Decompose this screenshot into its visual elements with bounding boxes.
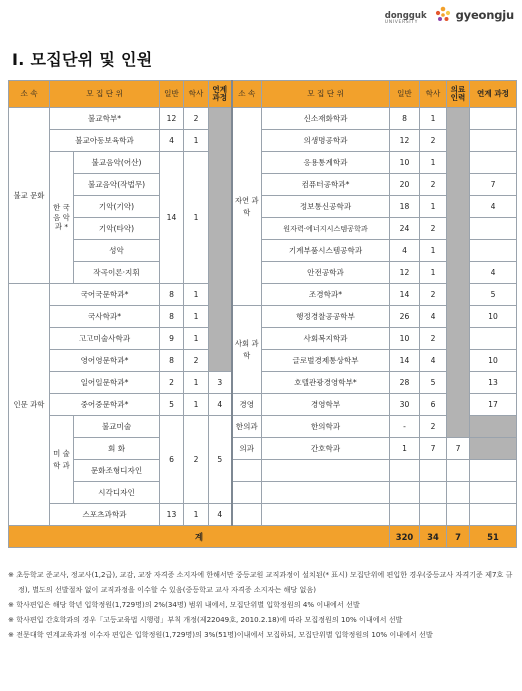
general-count: 4 [390, 240, 420, 262]
unit-name: 불교음악(작법무) [74, 174, 160, 196]
empty-cell [420, 460, 447, 482]
header-linked-right: 연계 과정 [470, 81, 517, 108]
table-row [9, 196, 517, 218]
empty-cell [262, 504, 390, 526]
unit-name: 경영학부 [262, 394, 390, 416]
general-count: 14 [390, 284, 420, 306]
header-linked: 연계 과정 [209, 81, 232, 108]
header-unit: 모 집 단 위 [50, 81, 160, 108]
general-count: 24 [390, 218, 420, 240]
general-count: 6 [160, 416, 184, 504]
general-count: 8 [160, 306, 184, 328]
bachelor-count: 6 [420, 394, 447, 416]
linked-count [470, 130, 517, 152]
linked-count [470, 240, 517, 262]
bachelor-count: 1 [184, 152, 209, 284]
empty-cell [447, 482, 470, 504]
logo-university: dongguk UNIVERSITY [384, 10, 427, 25]
unit-name: 불교아동보육학과 [50, 130, 160, 152]
general-count: 9 [160, 328, 184, 350]
footnote: ※ 초등학교 준교사, 정교사(1,2급), 교감, 교장 자격증 소지자에 한해서만 중등교원 교직과정이 설치된(* 표시) 모집단위에 편입한 경우(중등교사 자격기준 제7호 규정), 별도의 선발절차 없이 교직과정을 이수할 수 있음(중등학교 교사 자격증 소지자는 해당 없음) [8, 570, 513, 594]
general-count: 8 [160, 284, 184, 306]
total-bachelor: 34 [420, 526, 447, 548]
table-row [9, 350, 517, 372]
general-count: 1 [390, 438, 420, 460]
linked-count: 17 [470, 394, 517, 416]
empty-cell [390, 504, 420, 526]
table-header-row [9, 81, 517, 108]
table-row [9, 174, 517, 196]
header-field: 소 속 [9, 81, 50, 108]
linked-count [470, 328, 517, 350]
bachelor-count: 7 [420, 438, 447, 460]
general-count: 13 [160, 504, 184, 526]
general-count: 28 [390, 372, 420, 394]
bachelor-count: 1 [420, 240, 447, 262]
bachelor-count: 1 [420, 262, 447, 284]
total-linked: 51 [470, 526, 517, 548]
bachelor-count: 1 [184, 394, 209, 416]
empty-cell [390, 460, 420, 482]
unit-name: 글로벌경제통상학부 [262, 350, 390, 372]
unit-name: 호텔관광경영학부* [262, 372, 390, 394]
group-humanities: 인문 과학 [9, 284, 50, 526]
group-korean-medicine: 한의과 [232, 416, 262, 438]
table-row [9, 306, 517, 328]
header-general: 일반 [160, 81, 184, 108]
header-medical: 의료 인력 [447, 81, 470, 108]
group-social-science: 사회 과학 [232, 306, 262, 394]
general-count: 4 [160, 130, 184, 152]
table-row [9, 372, 517, 394]
linked-count [470, 108, 517, 130]
header-bachelor: 학사 [184, 81, 209, 108]
table-row [9, 152, 517, 174]
total-medical: 7 [447, 526, 470, 548]
linked-blocked-cell [209, 108, 232, 372]
linked-count: 4 [209, 504, 232, 526]
unit-name: 일어일문학과* [50, 372, 160, 394]
unit-name: 행정경찰공공학부 [262, 306, 390, 328]
linked-count: 3 [209, 372, 232, 394]
bachelor-count: 2 [420, 130, 447, 152]
table-row [9, 130, 517, 152]
bachelor-count: 1 [184, 372, 209, 394]
bachelor-count: 4 [420, 350, 447, 372]
empty-cell [470, 504, 517, 526]
unit-name: 스포츠과학과 [50, 504, 160, 526]
empty-cell [232, 460, 262, 482]
general-count: 8 [160, 350, 184, 372]
unit-name: 간호학과 [262, 438, 390, 460]
table-row [9, 262, 517, 284]
table-row [9, 218, 517, 240]
subgroup-fine-arts: 미 술 학 과 [50, 416, 74, 504]
bachelor-count: 2 [420, 218, 447, 240]
unit-name: 작곡이론·지휘 [74, 262, 160, 284]
unit-name: 컴퓨터공학과* [262, 174, 390, 196]
medical-blocked-cell [447, 108, 470, 438]
unit-name: 의생명공학과 [262, 130, 390, 152]
footnote: ※ 학사편입은 해당 학년 입학정원(1,729명)의 2%(34명) 범위 내에서, 모집단위별 입학정원의 4% 이내에서 선발 [8, 600, 360, 609]
header-general-right: 일반 [390, 81, 420, 108]
page-title: Ⅰ. 모집단위 및 인원 [12, 50, 153, 69]
unit-name: 고고미술사학과 [50, 328, 160, 350]
unit-name: 사회복지학과 [262, 328, 390, 350]
general-count: 5 [160, 394, 184, 416]
unit-name: 조경학과* [262, 284, 390, 306]
unit-name: 신소재화학과 [262, 108, 390, 130]
bachelor-count: 5 [420, 372, 447, 394]
unit-name: 회 화 [74, 438, 160, 460]
unit-name: 성악 [74, 240, 160, 262]
linked-count: 5 [470, 284, 517, 306]
bachelor-count: 1 [184, 328, 209, 350]
general-count: 26 [390, 306, 420, 328]
empty-cell [232, 482, 262, 504]
empty-cell [470, 460, 517, 482]
group-natural-science: 자연 과학 [232, 108, 262, 306]
footnote: ※ 학사편입 간호학과의 경우「고등교육법 시행령」부칙 개정(제22049호, 2010.2.18)에 따라 모집정원의 10% 이내에서 선발 [8, 615, 403, 624]
bachelor-count: 1 [184, 130, 209, 152]
footnotes [8, 567, 516, 642]
unit-name: 한의학과 [262, 416, 390, 438]
subgroup-korean-music: 한 국 음 악 과 * [50, 152, 74, 284]
lotus-emblem-icon [432, 4, 454, 26]
general-count: 18 [390, 196, 420, 218]
footnote: ※ 전문대학 연계교육과정 이수자 편입은 입학정원(1,729명)의 3%(51명)이내에서 모집하되, 모집단위별 입학정원의 10% 이내에서 선발 [8, 630, 433, 639]
linked-count [470, 218, 517, 240]
general-count: 14 [160, 152, 184, 284]
table-row [9, 240, 517, 262]
unit-name: 정보통신공학과 [262, 196, 390, 218]
unit-name: 안전공학과 [262, 262, 390, 284]
bachelor-count: 2 [184, 108, 209, 130]
linked-blocked-cell [470, 438, 517, 460]
linked-blocked-cell [470, 416, 517, 438]
empty-cell [447, 504, 470, 526]
unit-name: 국사학과* [50, 306, 160, 328]
empty-cell [447, 460, 470, 482]
unit-name: 문화조형디자인 [74, 460, 160, 482]
bachelor-count: 1 [420, 108, 447, 130]
recruitment-table [8, 80, 517, 548]
medical-count: 7 [447, 438, 470, 460]
general-count: 8 [390, 108, 420, 130]
unit-name: 영어영문학과* [50, 350, 160, 372]
general-count: 12 [160, 108, 184, 130]
empty-cell [420, 482, 447, 504]
general-count: 2 [160, 372, 184, 394]
table-row [9, 460, 517, 482]
total-label: 계 [9, 526, 390, 548]
total-general: 320 [390, 526, 420, 548]
general-count: 12 [390, 130, 420, 152]
header-unit-right: 모 집 단 위 [262, 81, 390, 108]
bachelor-count: 2 [184, 416, 209, 504]
table-row [9, 504, 517, 526]
linked-count: 4 [470, 262, 517, 284]
empty-cell [262, 482, 390, 504]
linked-count: 5 [209, 416, 232, 504]
unit-name: 원자력·에너지시스템공학과 [262, 218, 390, 240]
unit-name: 국어국문학과* [50, 284, 160, 306]
bachelor-count: 2 [420, 416, 447, 438]
table-row [9, 328, 517, 350]
linked-count: 4 [470, 196, 517, 218]
header-bachelor-right: 학사 [420, 81, 447, 108]
table-row [9, 108, 517, 130]
table-row [9, 482, 517, 504]
unit-name: 응용통계학과 [262, 152, 390, 174]
bachelor-count: 2 [420, 284, 447, 306]
bachelor-count: 1 [420, 152, 447, 174]
bachelor-count: 1 [420, 196, 447, 218]
unit-name: 불교미술 [74, 416, 160, 438]
unit-name: 중어중문학과* [50, 394, 160, 416]
bachelor-count: 4 [420, 306, 447, 328]
empty-cell [470, 482, 517, 504]
general-count: 20 [390, 174, 420, 196]
linked-count: 13 [470, 372, 517, 394]
university-logo [385, 2, 514, 28]
unit-name: 불교음악(어산) [74, 152, 160, 174]
bachelor-count: 1 [184, 306, 209, 328]
logo-campus: gyeongju [455, 8, 514, 22]
header-field-right: 소 속 [232, 81, 262, 108]
group-buddhist-culture: 불교 문화 [9, 108, 50, 284]
linked-count: 10 [470, 350, 517, 372]
unit-name: 시각디자인 [74, 482, 160, 504]
linked-count: 4 [209, 394, 232, 416]
unit-name: 기악(타악) [74, 218, 160, 240]
general-count: - [390, 416, 420, 438]
empty-cell [232, 504, 262, 526]
general-count: 10 [390, 328, 420, 350]
general-count: 10 [390, 152, 420, 174]
table-row [9, 416, 517, 438]
general-count: 12 [390, 262, 420, 284]
linked-count [470, 152, 517, 174]
bachelor-count: 2 [420, 174, 447, 196]
linked-count: 7 [470, 174, 517, 196]
bachelor-count: 1 [184, 504, 209, 526]
empty-cell [390, 482, 420, 504]
linked-count: 10 [470, 306, 517, 328]
general-count: 30 [390, 394, 420, 416]
bachelor-count: 1 [184, 284, 209, 306]
group-business: 경영 [232, 394, 262, 416]
bachelor-count: 2 [184, 350, 209, 372]
total-row [9, 526, 517, 548]
empty-cell [262, 460, 390, 482]
unit-name: 기악(기악) [74, 196, 160, 218]
table-row [9, 394, 517, 416]
empty-cell [420, 504, 447, 526]
general-count: 14 [390, 350, 420, 372]
unit-name: 기계부품시스템공학과 [262, 240, 390, 262]
group-medicine: 의과 [232, 438, 262, 460]
table-row [9, 438, 517, 460]
unit-name: 불교학부* [50, 108, 160, 130]
bachelor-count: 2 [420, 328, 447, 350]
table-row [9, 284, 517, 306]
